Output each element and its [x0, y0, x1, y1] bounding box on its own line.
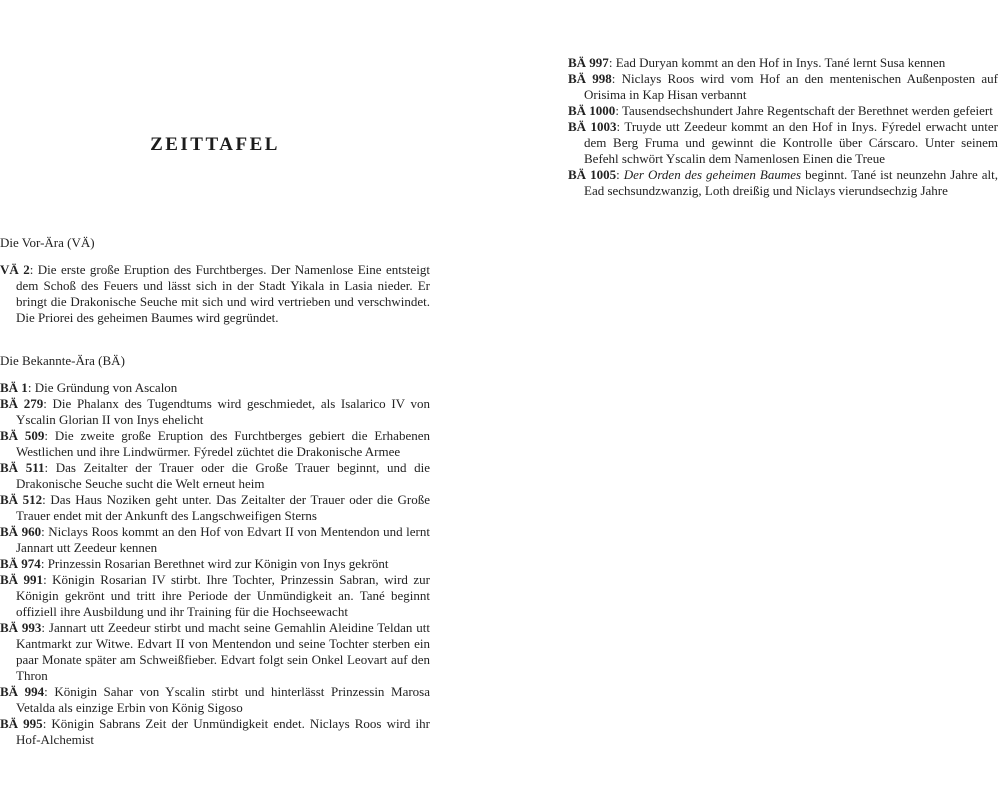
- timeline-entry: BÄ 279: Die Phalanx des Tugendtums wird geschmiedet, als Isalarico IV von Yscalin Glorian II von Inys ehelicht: [0, 396, 430, 427]
- entry-title-italic: Der Orden des geheimen Baumes: [623, 167, 802, 182]
- entry-year: BÄ 993: [0, 620, 42, 635]
- entry-list: [568, 55, 998, 199]
- entry-text: Truyde utt Zeedeur kommt an den Hof in Inys. Fýredel erwacht unter dem Berg Fruma und gewinnt die Kontrolle über Cárscaro. Unter seinem Befehl schwört Yscalin dem Namenlosen Einen die Treue: [584, 119, 998, 166]
- entry-year: BÄ 995: [0, 716, 43, 731]
- right-page: [568, 0, 998, 800]
- entry-text: Das Zeitalter der Trauer oder die Große Trauer beginnt, und die Drakonische Seuche sucht die Welt erneut heim: [16, 460, 430, 491]
- timeline-entry: BÄ 998: Niclays Roos wird vom Hof an den mentenischen Außenposten auf Orisima in Kap Hisan verbannt: [568, 71, 998, 102]
- entry-text: Das Haus Noziken geht unter. Das Zeitalter der Trauer oder die Große Trauer endet mit der Ankunft des Langschweifigen Sterns: [16, 492, 430, 523]
- timeline-entry: BÄ 509: Die zweite große Eruption des Furchtberges gebiert die Erhabenen Westlichen und ihre Lindwürmer. Fýredel züchtet die Drakonische Armee: [0, 428, 430, 459]
- entry-year: BÄ 509: [0, 428, 45, 443]
- entry-text: Königin Rosarian IV stirbt. Ihre Tochter, Prinzessin Sabran, wird zur Königin gekrönt und tritt ihre Periode der Unmündigkeit an. Tané beginnt offiziell ihre Ausbildung und ihr Training für die Hochseewacht: [16, 572, 431, 619]
- entry-text: Ead Duryan kommt an den Hof in Inys. Tané lernt Susa kennen: [615, 55, 946, 70]
- entry-text: Die erste große Eruption des Furchtberges. Der Namenlose Eine entsteigt dem Schoß des Feuers und lässt sich in der Stadt Yikala in Lasia nieder. Er bringt die Drakonische Seuche mit sich und wird vertrieben und verschwindet. Die Priorei des geheimen Baumes wird gegründet.: [16, 262, 430, 325]
- entry-year: BÄ 960: [0, 524, 42, 539]
- timeline-entry: BÄ 1000: Tausendsechshundert Jahre Regentschaft der Berethnet werden gefeiert: [568, 103, 993, 118]
- timeline-entry: BÄ 1003: Truyde utt Zeedeur kommt an den Hof in Inys. Fýredel erwacht unter dem Berg Fruma und gewinnt die Kontrolle über Cárscaro. Unter seinem Befehl schwört Yscalin dem Namenlosen Einen die Treue: [568, 119, 998, 166]
- timeline-entry: BÄ 974: Prinzessin Rosarian Berethnet wird zur Königin von Inys gekrönt: [0, 556, 389, 571]
- entry-year: BÄ 1005: [568, 167, 617, 182]
- section-bekannte-aera: [0, 353, 430, 748]
- entry-text: Die zweite große Eruption des Furchtberges gebiert die Erhabenen Westlichen und ihre Lindwürmer. Fýredel züchtet die Drakonische Armee: [16, 428, 430, 459]
- entry-text: Die Gründung von Ascalon: [34, 380, 178, 395]
- entry-year: BÄ 974: [0, 556, 41, 571]
- entry-year: BÄ 998: [568, 71, 612, 86]
- timeline-entry: BÄ 991: Königin Rosarian IV stirbt. Ihre Tochter, Prinzessin Sabran, wird zur Königin gekrönt und tritt ihre Periode der Unmündigkeit an. Tané beginnt offiziell ihre Ausbildung und ihr Training für die Hochseewacht: [0, 572, 431, 619]
- timeline-entry: BÄ 1: Die Gründung von Ascalon: [0, 380, 178, 395]
- entry-list: [0, 262, 430, 326]
- timeline-entry: BÄ 512: Das Haus Noziken geht unter. Das Zeitalter der Trauer oder die Große Trauer endet mit der Ankunft des Langschweifigen Sterns: [0, 492, 430, 523]
- timeline-entry: BÄ 511: Das Zeitalter der Trauer oder die Große Trauer beginnt, und die Drakonische Seuche sucht die Welt erneut heim: [0, 460, 430, 491]
- entry-text: Niclays Roos wird vom Hof an den mentenischen Außenposten auf Orisima in Kap Hisan verbannt: [584, 71, 998, 102]
- entry-text: Prinzessin Rosarian Berethnet wird zur Königin von Inys gekrönt: [47, 556, 389, 571]
- timeline-entry: BÄ 993: Jannart utt Zeedeur stirbt und macht seine Gemahlin Aleidine Teldan utt Kantmarkt zur Witwe. Edvart II von Mentendon und seine Tochter sterben ein paar Monate später am Schweißfieber. Edvart folgt sein Onkel Leovart auf den Thron: [0, 620, 430, 683]
- entry-year: BÄ 1000: [568, 103, 616, 118]
- entry-year: BÄ 994: [0, 684, 45, 699]
- entry-year: BÄ 1003: [568, 119, 617, 134]
- entry-year: BÄ 279: [0, 396, 44, 411]
- left-page: [0, 0, 430, 800]
- entry-text: Tausendsechshundert Jahre Regentschaft der Berethnet werden gefeiert: [621, 103, 993, 118]
- entry-text: Niclays Roos kommt an den Hof von Edvart II von Mentendon und lernt Jannart utt Zeedeur kennen: [16, 524, 430, 555]
- entry-year: VÄ 2: [0, 262, 30, 277]
- entry-year: BÄ 511: [0, 460, 45, 475]
- entry-list: [0, 380, 430, 748]
- entry-year: BÄ 1: [0, 380, 28, 395]
- entry-year: BÄ 991: [0, 572, 44, 587]
- timeline-entry: BÄ 960: Niclays Roos kommt an den Hof von Edvart II von Mentendon und lernt Jannart utt Zeedeur kennen: [0, 524, 430, 555]
- entry-text: Jannart utt Zeedeur stirbt und macht seine Gemahlin Aleidine Teldan utt Kantmarkt zur Witwe. Edvart II von Mentendon und seine Tochter sterben ein paar Monate später am Schweißfieber. Edvart folgt sein Onkel Leovart auf den Thron: [16, 620, 430, 683]
- timeline-entry: VÄ 2: Die erste große Eruption des Furchtberges. Der Namenlose Eine entsteigt dem Schoß des Feuers und lässt sich in der Stadt Yikala in Lasia nieder. Er bringt die Drakonische Seuche mit sich und wird vertrieben und verschwindet. Die Priorei des geheimen Baumes wird gegründet.: [0, 262, 430, 325]
- entry-year: BÄ 997: [568, 55, 609, 70]
- section-heading: Die Vor-Ära (VÄ): [0, 235, 95, 250]
- entry-year: BÄ 512: [0, 492, 43, 507]
- entry-text: Königin Sabrans Zeit der Unmündigkeit endet. Niclays Roos wird ihr Hof-Alchemist: [16, 716, 430, 747]
- timeline-entry: BÄ 994: Königin Sahar von Yscalin stirbt und hinterlässt Prinzessin Marosa Vetalda als einzige Erbin von König Sigoso: [0, 684, 430, 715]
- section-heading: Die Bekannte-Ära (BÄ): [0, 353, 125, 368]
- page-title: ZEITTAFEL: [150, 134, 280, 155]
- timeline-entry: BÄ 1005: Der Orden des geheimen Baumes beginnt. Tané ist neunzehn Jahre alt, Ead sechsundzwanzig, Loth dreißig und Niclays vierundsechzig Jahre: [568, 167, 998, 198]
- timeline-entry: BÄ 997: Ead Duryan kommt an den Hof in Inys. Tané lernt Susa kennen: [568, 55, 946, 70]
- entry-text: beginnt. Tané ist neunzehn Jahre alt, Ead sechsundzwanzig, Loth dreißig und Niclays vierundsechzig Jahre: [584, 167, 998, 198]
- timeline-entry: BÄ 995: Königin Sabrans Zeit der Unmündigkeit endet. Niclays Roos wird ihr Hof-Alchemist: [0, 716, 430, 747]
- entry-text: Königin Sahar von Yscalin stirbt und hinterlässt Prinzessin Marosa Vetalda als einzige Erbin von König Sigoso: [16, 684, 430, 715]
- section-vor-aera: [0, 235, 430, 326]
- entry-text: Die Phalanx des Tugendtums wird geschmiedet, als Isalarico IV von Yscalin Glorian II von Inys ehelicht: [16, 396, 430, 427]
